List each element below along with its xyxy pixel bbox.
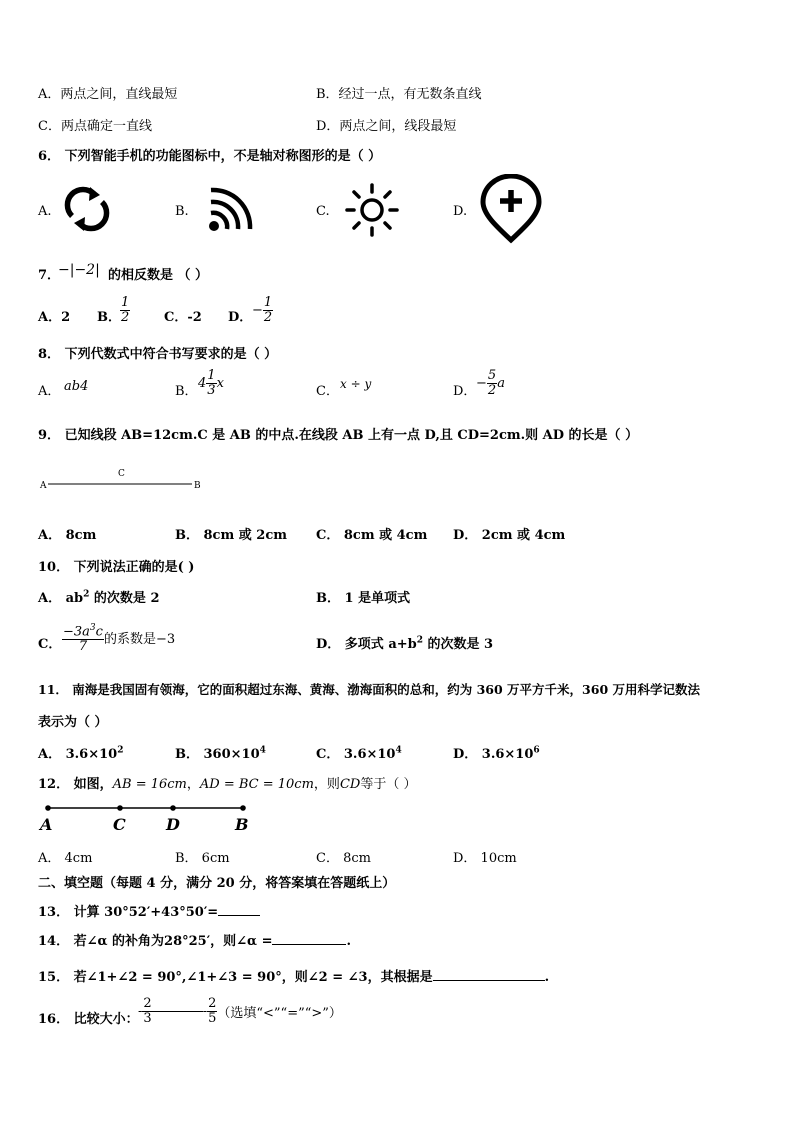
q10-c-numerator [62,621,104,640]
q6-label-a: A. [38,204,52,219]
q14 [38,930,351,949]
q12-option-c: C． 8cm [316,851,371,866]
q8-option-c-label: C． [316,384,339,399]
q16-f1-sign: - [138,1004,143,1019]
q9-option-d: D． 2cm 或 4cm [453,528,566,543]
q11-d-sup: 6 [533,745,540,756]
q12-label-b: B [235,815,249,834]
q8-option-d-label: D． [453,384,477,399]
q10-option-a [38,587,160,606]
q12-eq2: AD = BC = 10cm [199,777,314,792]
q7-option-c: C．-2 [164,310,202,325]
q12-cd: CD [339,777,361,792]
q5-option-a: A．两点之间，直线最短 [38,87,178,102]
q16-f2-numerator: 2 [208,996,217,1011]
q16-hint: （选填“<”“=”“>”） [217,1006,342,1021]
q13-text: 13． 计算 30°52′+43°50′= [38,905,219,920]
q10-c-num-sup: 3 [89,623,96,633]
q11-d-base: D． 3.6×10 [453,747,534,762]
q12-option-d: D． 10cm [453,851,517,866]
q16-f1-denominator: 3 [143,1011,152,1026]
q10-d-sup: 2 [416,635,423,646]
q10-option-c-label: C． [38,637,62,652]
q14-text: 14． 若∠α 的补角为28°25′，则∠α = [38,934,273,949]
q16-comparison [138,997,342,1026]
q10-a-sup: 2 [83,589,90,600]
q13-answer-blank [218,915,260,916]
refresh-icon [60,184,114,234]
q8-option-a-label: A． [38,384,61,399]
q11-option-a [38,743,123,762]
q8-d-sign: − [476,376,487,391]
q11-option-d [453,743,540,762]
q10-c-rest: 的系数是−3 [103,632,176,648]
q11-option-c [316,743,402,762]
q7-d-denominator: 2 [263,310,273,325]
q12-option-a: A． 4cm [38,851,93,866]
q5-option-d: D．两点之间，线段最短 [316,119,457,134]
q16-f2-sign: - [202,1004,208,1019]
q12-tail-pre: ，则 [313,777,340,792]
q10-a-rest: 的次数是 2 [89,591,160,606]
q14-answer-blank [272,944,346,945]
q7-option-b-label: B． [97,310,121,325]
q5-option-b: B．经过一点，有无数条直线 [316,87,482,102]
q7-option-d-fraction [252,296,273,325]
q11-option-b [175,743,266,762]
q12-label-d: D [166,815,180,834]
q16-label: 16． 比较大小： [38,1012,139,1027]
wifi-signal-icon [204,184,256,234]
q7-option-d-label: D． [228,310,253,325]
q10-d-rest: 的次数是 3 [423,637,494,652]
add-location-pin-icon [478,174,544,244]
q7-b-numerator: 1 [121,295,130,310]
q9-stem: 9． 已知线段 AB=12cm.C 是 AB 的中点.在线段 AB 上有一点 D,且 CD=2cm.则 AD 的长是（ ） [38,428,639,443]
q8-option-c-expr: x ÷ y [340,377,372,391]
q13 [38,901,260,920]
q11-stem-line2: 表示为（ ） [38,715,108,730]
q12-segment-figure [40,800,250,816]
q6-label-c: C. [316,204,330,219]
q9-option-a: A． 8cm [38,528,97,543]
q10-option-d [316,633,493,652]
q10-c-num-main: −3a [63,624,90,640]
q10-stem: 10． 下列说法正确的是( ) [38,560,195,575]
q12-label-a: A [40,815,53,834]
q8-b-var: x [216,376,224,391]
q8-d-denominator: 2 [487,383,497,398]
q8-d-var: a [497,376,505,391]
q9-label-c: C [118,469,125,479]
q9-label-b: B [194,481,201,491]
q11-b-base: B． 360×10 [175,747,260,762]
q8-option-a-expr: ab4 [64,379,89,394]
q8-option-b-expr [198,369,224,398]
q16-f1-numerator: 2 [143,996,152,1011]
q10-c-num-rest: c [95,624,103,640]
q8-b-whole: 4 [198,376,207,391]
q11-a-sup: 2 [117,745,124,756]
q10-d-text: D． 多项式 a+b [316,637,417,652]
q10-c-denominator: 7 [78,639,88,655]
q12-stem [38,773,416,792]
q12-stem-pre: 12． 如图， [38,777,113,792]
q11-c-sup: 4 [395,745,402,756]
q14-end: . [346,934,351,949]
q10-a-text: A． ab [38,591,84,606]
q7-b-denominator: 2 [121,310,130,325]
q11-a-base: A． 3.6×10 [38,747,118,762]
q7-option-b-fraction [120,296,130,325]
section-2-heading: 二、填空题（每题 4 分，满分 20 分，将答案填在答题纸上） [38,876,396,891]
q9-label-a: A [40,481,47,491]
q15-answer-blank [433,980,545,981]
q5-option-c: C．两点确定一直线 [38,119,152,134]
q12-tail: 等于（ ） [360,777,417,792]
q11-c-base: C． 3.6×10 [316,747,396,762]
q7-d-numerator: 1 [263,295,273,310]
q8-b-numerator: 1 [207,368,216,383]
q6-label-b: B. [175,204,189,219]
q7-d-sign: − [252,303,263,318]
q11-stem-line1: 11． 南海是我国固有领海，它的面积超过东海、黄海、渤海面积的总和，约为 360 万平方千米，360 万用科学记数法 [38,682,700,697]
q15-end: . [544,970,550,985]
q11-b-sup: 4 [259,745,266,756]
q15 [38,966,549,985]
q9-option-b: B． 8cm 或 2cm [175,528,287,543]
q6-stem: 6． 下列智能手机的功能图标中，不是轴对称图形的是（ ） [38,149,382,164]
q12-option-b: B． 6cm [175,851,230,866]
q12-eq1: AB = 16cm [112,777,187,792]
q8-stem: 8． 下列代数式中符合书写要求的是（ ） [38,347,278,362]
q8-option-b-label: B． [175,384,198,399]
q15-text: 15． 若∠1+∠2 = 90°,∠1+∠3 = 90°，则∠2 = ∠3，其根据是 [38,970,433,985]
q7-option-a: A．2 [38,310,71,325]
q7-expression: −|−2| [58,262,100,278]
q12-label-c: C [113,815,126,834]
brightness-sun-icon [344,182,400,238]
q8-b-denominator: 3 [207,383,216,398]
q10-option-c-expr [62,621,175,654]
q12-mid: ， [186,777,200,792]
q10-option-b: B． 1 是单项式 [316,591,411,606]
q7-number: 7． [38,268,61,283]
q8-option-d-expr [476,369,505,398]
q9-option-c: C． 8cm 或 4cm [316,528,428,543]
q7-stem: 的相反数是 （ ） [108,268,209,283]
q8-d-numerator: 5 [487,368,497,383]
q16-f2-denominator: 5 [208,1011,217,1026]
q16-answer-blank [153,1011,203,1012]
q6-label-d: D. [453,204,468,219]
